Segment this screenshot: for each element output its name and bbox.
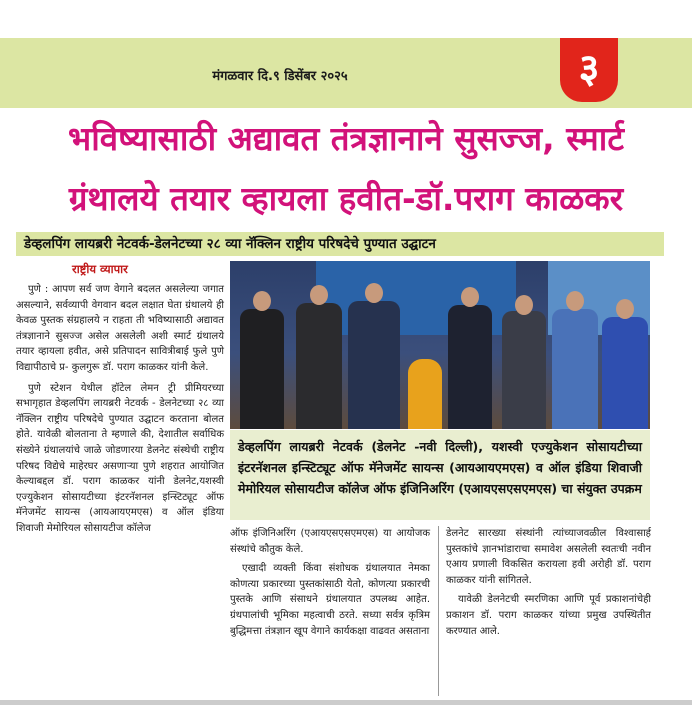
- event-photo: [230, 261, 650, 429]
- column-divider: [438, 526, 439, 696]
- article-column-3: [446, 526, 651, 643]
- column-1-paragraph-1: पुणे : आपण सर्व जण वेगाने बदलत असलेल्या जगात असल्याने, सर्वव्यापी वेगवान बदल लक्षात घेता ग्रंथालये ही केवळ पुस्तक संग्रहालये न राहता ती भविष्यासाठी अद्यावत तंत्रज्ञानाने सुसज्ज असेल असलेली अशी स्मार्ट ग्रंथालये तयार व्हायला हवीत, असे प्रतिपादन सावित्रीबाई फुले पुणे विद्यापीठाचे प्र- कुलगुरू डॉ. पराग काळकर यांनी केले.: [16, 284, 224, 373]
- person-6-head: [566, 291, 584, 311]
- headline-line-1: भविष्यासाठी अद्यावत तंत्रज्ञानाने सुसज्ज, स्मार्ट: [68, 119, 624, 158]
- article-column-1: [16, 282, 224, 542]
- person-7: [602, 317, 648, 429]
- person-7-head: [616, 299, 634, 319]
- byline: राष्ट्रीय व्यापार: [72, 262, 128, 276]
- person-3-head: [365, 283, 383, 303]
- person-5-head: [515, 295, 533, 315]
- person-1: [240, 309, 284, 429]
- headline-line-2: ग्रंथालये तयार व्हायला हवीत-डॉ.पराग काळकर: [68, 179, 624, 218]
- person-1-head: [253, 291, 271, 311]
- column-2-paragraph-1: ऑफ इंजिनिअरिंग (एआयएसएसएमएस) या आयोजक संस्थांचे कौतुक केले.: [230, 528, 430, 555]
- person-4: [448, 305, 492, 429]
- photo-caption: डेव्हलपिंग लायब्ररी नेटवर्क (डेलनेट -नवी दिल्ली), यशस्वी एज्युकेशन सोसायटीच्या इंटरनॅशनल इन्स्टिट्यूट ऑफ मॅनेजमेंट सायन्स (आयआयएमएस) व ऑल इंडिया शिवाजी मेमोरियल सोसायटीज कॉलेज ऑफ इंजिनिअरिंग (एआयएसएसएमएस) चा संयुक्त उपक्रम: [230, 430, 650, 520]
- bottom-rule: [0, 700, 692, 705]
- person-2: [296, 303, 342, 429]
- column-1-paragraph-2: पुणे स्टेशन येथील हॉटेल लेमन ट्री प्रीमियरच्या सभागृहात डेव्हलपिंग लायब्ररी नेटवर्क - डेलनेटच्या २८ व्या नॅक्लिन राष्ट्रीय परिषदेचे पुण्यात उद्घाटन करताना बोलत होते. यावेळी बोलताना ते म्हणाले की, देशातील सर्वाधिक संख्येने ग्रंथालयांचे जाळे जोडणारया डेलनेट संस्थेची राष्ट्रीय परिषद विद्येचे माहेरघर असणाऱ्या पुणे शहरात आयोजित केल्याबद्दल डॉ. पराग काळकर यांनी डेलनेट,यशस्वी एज्युकेशन सोसायटीच्या इंटरनॅशनल इन्स्टिट्यूट ऑफ मॅनेजमेंट सायन्स (आयआयएमएस) व ऑल इंडिया शिवाजी मेमोरियल सोसायटीज कॉलेज: [16, 382, 224, 534]
- column-3-paragraph-2: यावेळी डेलनेटची स्मरणिका आणि पूर्व प्रकाशनांचेही प्रकाशन डॉ. पराग काळकर यांच्या प्रमुख उपस्थितीत करण्यात आले.: [446, 594, 651, 637]
- person-6: [552, 309, 598, 429]
- column-2-paragraph-2: एखादी व्यक्ती किंवा संशोधक ग्रंथालयात नेमका कोणत्या प्रकारच्या पुस्तकांसाठी येतो, कोणत्या प्रकारची पुस्तके आणि संसाधने ग्रंथालयात उपलब्ध आहेत. ग्रंथपालांची भूमिका महत्वाची ठरते. सध्या सर्वत्र कृत्रिम बुद्धिमत्ता तंत्रज्ञान खूप वेगाने कार्यकक्षा वाढवत असताना: [230, 563, 430, 637]
- person-4-head: [461, 287, 479, 307]
- page-number-badge: ३: [560, 38, 618, 102]
- person-3: [348, 301, 400, 429]
- article-column-2: [230, 526, 430, 643]
- lamp-with-flowers: [408, 359, 442, 429]
- subheadline: डेव्हलपिंग लायब्ररी नेटवर्क-डेलनेटच्या २८ व्या नॅक्लिन राष्ट्रीय परिषदेचे पुण्यात उद्घाटन: [16, 232, 664, 256]
- person-5: [502, 311, 546, 429]
- top-margin: [0, 0, 692, 38]
- person-2-head: [310, 285, 328, 305]
- column-3-paragraph-1: डेलनेट सारख्या संस्थांनी त्यांच्याजवळील विश्वासार्ह पुस्तकांचे ज्ञानभांडाराचा समावेश असलेली स्वतःची नवीन एआय प्रणाली विकसित करायला हवी अरोही डॉ. पराग काळकर यांनी सांगितले.: [446, 528, 651, 586]
- page-date: मंगळवार दि.९ डिसेंबर २०२५: [212, 69, 348, 84]
